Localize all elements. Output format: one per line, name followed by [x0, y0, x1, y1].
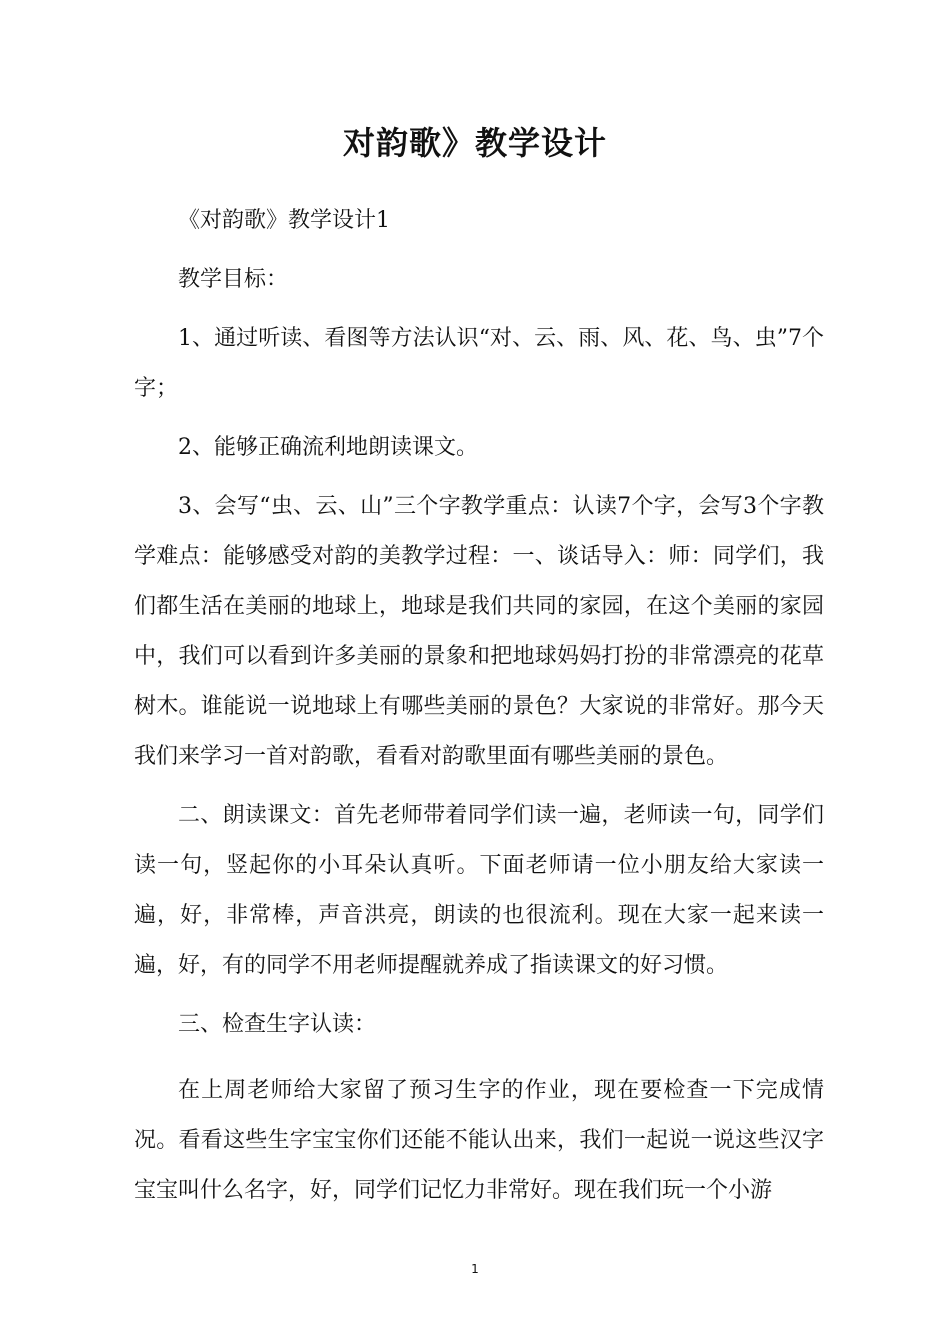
paragraph-reading: 二、朗读课文：首先老师带着同学们读一遍，老师读一句，同学们读一句，竖起你的小耳朵认真听。下面老师请一位小朋友给大家读一遍，好，非常棒，声音洪亮，朗读的也很流利。现在大家一起来读一遍，好，有的同学不用老师提醒就养成了指读课文的好习惯。 [134, 803, 824, 978]
paragraph-section-heading: 《对韵歌》教学设计1 [178, 208, 390, 233]
paragraph-objective-3: 3、会写“虫、云、山”三个字教学重点：认读7个字，会写3个字教学难点：能够感受对韵的美教学过程：一、谈话导入：师：同学们，我们都生活在美丽的地球上，地球是我们共同的家园，在这个美丽的家园中，我们可以看到许多美丽的景象和把地球妈妈打扮的非常漂亮的花草树木。谁能说一说地球上有哪些美丽的景色？大家说的非常好。那今天我们来学习一首对韵歌，看看对韵歌里面有哪些美丽的景色。 [134, 494, 824, 769]
page-number: 1 [471, 1262, 479, 1276]
paragraph-objectives-heading: 教学目标： [178, 267, 289, 292]
document-title: 对韵歌》教学设计 [342, 124, 607, 162]
paragraph-objective-2: 2、能够正确流利地朗读课文。 [178, 435, 478, 460]
paragraph-objective-1: 1、通过听读、看图等方法认识“对、云、雨、风、花、鸟、虫”7个字； [134, 326, 824, 401]
paragraph-check-heading: 三、检查生字认读： [178, 1012, 377, 1037]
document-body [134, 196, 824, 1225]
paragraph-check-body: 在上周老师给大家留了预习生字的作业，现在要检查一下完成情况。看看这些生字宝宝你们还能不能认出来，我们一起说一说这些汉字宝宝叫什么名字，好，同学们记忆力非常好。现在我们玩一个小游 [134, 1078, 824, 1203]
